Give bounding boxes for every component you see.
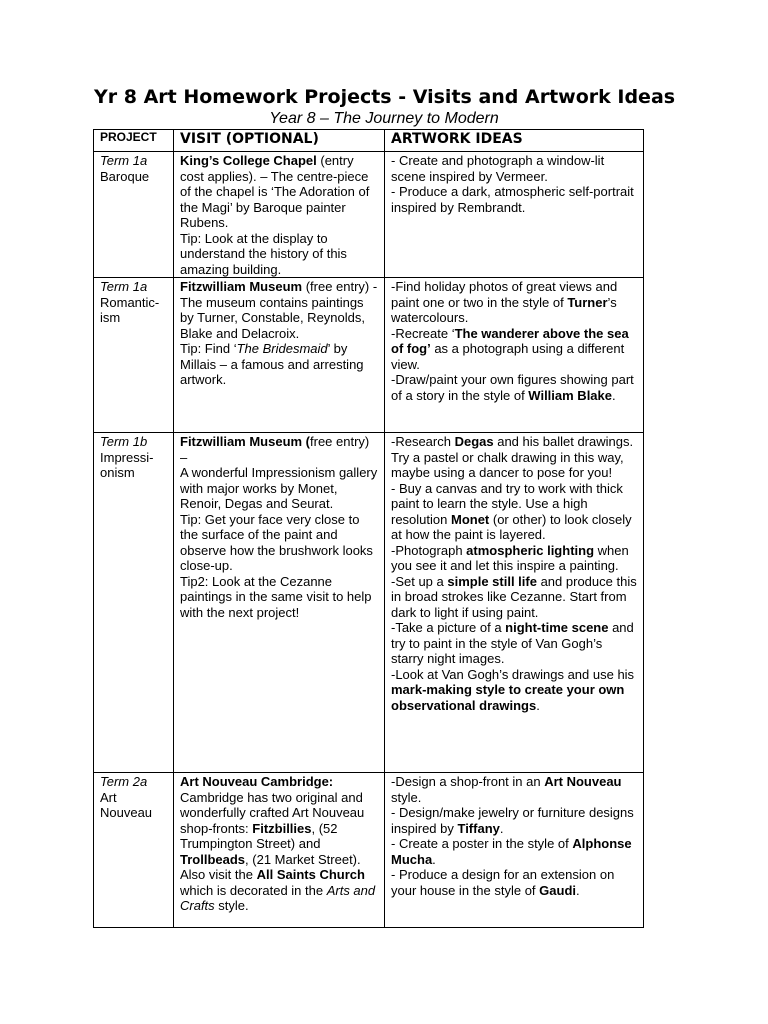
- cell-paragraph: [180, 279, 379, 341]
- text-run: , (21 Market Street). Also visit the: [180, 851, 361, 882]
- text-run: .: [536, 697, 540, 713]
- table-header-row: [94, 130, 644, 152]
- cell-paragraph: [391, 279, 638, 326]
- cell-paragraph: [180, 341, 379, 388]
- text-run: Fitzwilliam Museum (: [180, 434, 311, 449]
- text-run: (or other) to look closely at how the paint is layered.: [391, 511, 632, 542]
- cell-paragraph: [180, 231, 379, 278]
- text-run: (free entry) - The museum contains paintings by Turner, Constable, Reynolds, Blake and Delacroix.: [180, 279, 378, 341]
- table-row: [94, 152, 644, 278]
- project-name: Baroque: [100, 168, 150, 184]
- text-run: .: [612, 387, 616, 403]
- text-run: style.: [391, 789, 422, 805]
- cell-paragraph: [391, 867, 638, 898]
- text-run: Arts and Crafts: [180, 882, 376, 913]
- header-visit: VISIT (OPTIONAL): [174, 130, 385, 152]
- text-run: Turner: [567, 294, 608, 310]
- text-run: Trollbeads: [180, 851, 246, 867]
- text-run: (entry cost applies). – The centre-piece of the chapel is ‘The Adoration of the Magi’ by Baroque painter Rubens.: [180, 153, 370, 230]
- text-run: Cambridge has two original and wonderfully crafted Art Nouveau shop-fronts:: [180, 789, 365, 836]
- project-cell: [94, 773, 174, 928]
- text-run: - Design/make jewelry or furniture designs inspired by: [391, 805, 634, 836]
- text-run: and produce this in broad strokes like Cezanne. Start from dark to light if using paint.: [391, 573, 637, 620]
- document-title: Yr 8 Art Homework Projects - Visits and Artwork Ideas: [94, 86, 676, 108]
- cell-paragraph: [391, 184, 638, 215]
- visit-cell: [174, 278, 385, 433]
- text-run: .: [576, 882, 580, 898]
- cell-paragraph: [180, 434, 379, 465]
- text-run: -Design a shop-front in an: [391, 774, 545, 789]
- visit-cell: [174, 433, 385, 773]
- visit-cell: [174, 773, 385, 928]
- text-run: Art Nouveau: [544, 774, 622, 789]
- text-run: when you see it and let this inspire a painting.: [391, 542, 629, 573]
- text-run: -Look at Van Gogh’s drawings and use his: [391, 666, 635, 682]
- text-run: -Draw/paint your own figures showing part of a story in the style of: [391, 372, 634, 403]
- cell-paragraph: [391, 667, 638, 714]
- text-run: King’s College Chapel: [180, 153, 317, 168]
- project-cell: [94, 278, 174, 433]
- project-cell: [94, 433, 174, 773]
- table-row: [94, 278, 644, 433]
- text-run: ’s watercolours.: [391, 294, 617, 325]
- text-run: Tip2: Look at the Cezanne paintings in the same visit to help with the next project!: [180, 573, 372, 620]
- cell-paragraph: [180, 574, 379, 621]
- text-run: -Find holiday photos of great views and paint one or two in the style of: [391, 279, 618, 310]
- text-run: Tip: Get your face very close to the surface of the paint and observe how the brushwork looks close-up.: [180, 511, 373, 573]
- cell-paragraph: [391, 620, 638, 667]
- cell-paragraph: [391, 434, 638, 481]
- cell-paragraph: [391, 774, 638, 805]
- text-run: - Create and photograph a window-lit scene inspired by Vermeer.: [391, 153, 605, 184]
- text-run: free entry) –: [180, 434, 370, 465]
- text-run: -Set up a: [391, 573, 448, 589]
- cell-paragraph: [180, 465, 379, 512]
- visit-cell: [174, 152, 385, 278]
- text-run: Tiffany: [457, 820, 500, 836]
- text-run: which is decorated in the: [180, 882, 327, 898]
- cell-paragraph: [391, 481, 638, 543]
- text-run: as a photograph using a different view.: [391, 341, 625, 372]
- text-run: mark-making style to create your own observational drawings: [391, 682, 625, 713]
- term-label: Term 1a: [100, 153, 148, 168]
- text-run: -Recreate ‘: [391, 325, 455, 341]
- artwork-ideas-cell: [385, 152, 644, 278]
- table-row: [94, 773, 644, 928]
- text-run: , (52 Trumpington Street) and: [180, 820, 338, 851]
- text-run: The Bridesmaid: [236, 341, 328, 356]
- text-run: Fitzbillies: [252, 820, 312, 836]
- cell-paragraph: [180, 774, 379, 914]
- text-run: Alphonse Mucha: [391, 836, 632, 867]
- text-run: simple still life: [447, 573, 537, 589]
- cell-paragraph: [391, 326, 638, 373]
- term-label: Term 1b: [100, 434, 148, 449]
- text-run: style.: [214, 898, 249, 913]
- cell-paragraph: [391, 805, 638, 836]
- text-run: .: [499, 820, 504, 836]
- cell-paragraph: [391, 153, 638, 184]
- text-run: Degas: [454, 434, 494, 449]
- text-run: - Buy a canvas and try to work with thick paint to learn the style. Use a high resolution: [391, 480, 623, 527]
- project-name: Art Nouveau: [100, 789, 153, 820]
- projects-table: [93, 129, 644, 928]
- text-run: Fitzwilliam Museum: [180, 279, 303, 294]
- text-run: and try to paint in the style of Van Gogh’s starry night images.: [391, 620, 634, 666]
- cell-paragraph: [391, 836, 638, 867]
- cell-paragraph: [180, 512, 379, 574]
- term-label: Term 2a: [100, 774, 148, 789]
- text-run: - Produce a design for an extension on your house in the style of: [391, 867, 615, 898]
- text-run: Art Nouveau Cambridge:: [180, 774, 334, 789]
- text-run: - Produce a dark, atmospheric self-portrait inspired by Rembrandt.: [391, 184, 634, 215]
- project-cell: [94, 152, 174, 278]
- text-run: A wonderful Impressionism gallery with major works by Monet, Renoir, Degas and Seurat.: [180, 465, 378, 511]
- text-run: Tip: Look at the display to understand the history of this amazing building.: [180, 230, 347, 277]
- document-subtitle: Year 8 – The Journey to Modern: [269, 110, 499, 127]
- cell-paragraph: [391, 574, 638, 621]
- text-run: .: [432, 851, 436, 867]
- text-run: atmospheric lighting: [466, 542, 595, 558]
- header-artwork: ARTWORK IDEAS: [385, 130, 644, 152]
- table-row: [94, 433, 644, 773]
- text-run: -Take a picture of a: [391, 620, 506, 635]
- artwork-ideas-cell: [385, 773, 644, 928]
- text-run: William Blake: [528, 387, 612, 403]
- project-name: Impressi-onism: [100, 449, 154, 480]
- text-run: night-time scene: [505, 620, 609, 635]
- text-run: -Research: [391, 434, 455, 449]
- artwork-ideas-cell: [385, 433, 644, 773]
- project-name: Romantic-ism: [100, 294, 160, 325]
- text-run: Tip: Find ‘: [180, 341, 237, 356]
- artwork-ideas-cell: [385, 278, 644, 433]
- text-run: ’ by Millais – a famous and arresting artwork.: [180, 341, 364, 387]
- text-run: The wanderer above the sea of fog’: [391, 325, 629, 356]
- text-run: - Create a poster in the style of: [391, 836, 573, 851]
- cell-paragraph: [391, 543, 638, 574]
- text-run: -Photograph: [391, 542, 467, 558]
- text-run: Gaudi: [539, 882, 576, 898]
- cell-paragraph: [391, 372, 638, 403]
- term-label: Term 1a: [100, 279, 148, 294]
- text-run: All Saints Church: [256, 867, 365, 882]
- cell-paragraph: [180, 153, 379, 231]
- text-run: Monet: [450, 511, 490, 527]
- text-run: and his ballet drawings. Try a pastel or chalk drawing in this way, maybe using a dancer to pose for you!: [391, 434, 634, 480]
- header-project: PROJECT: [94, 130, 174, 152]
